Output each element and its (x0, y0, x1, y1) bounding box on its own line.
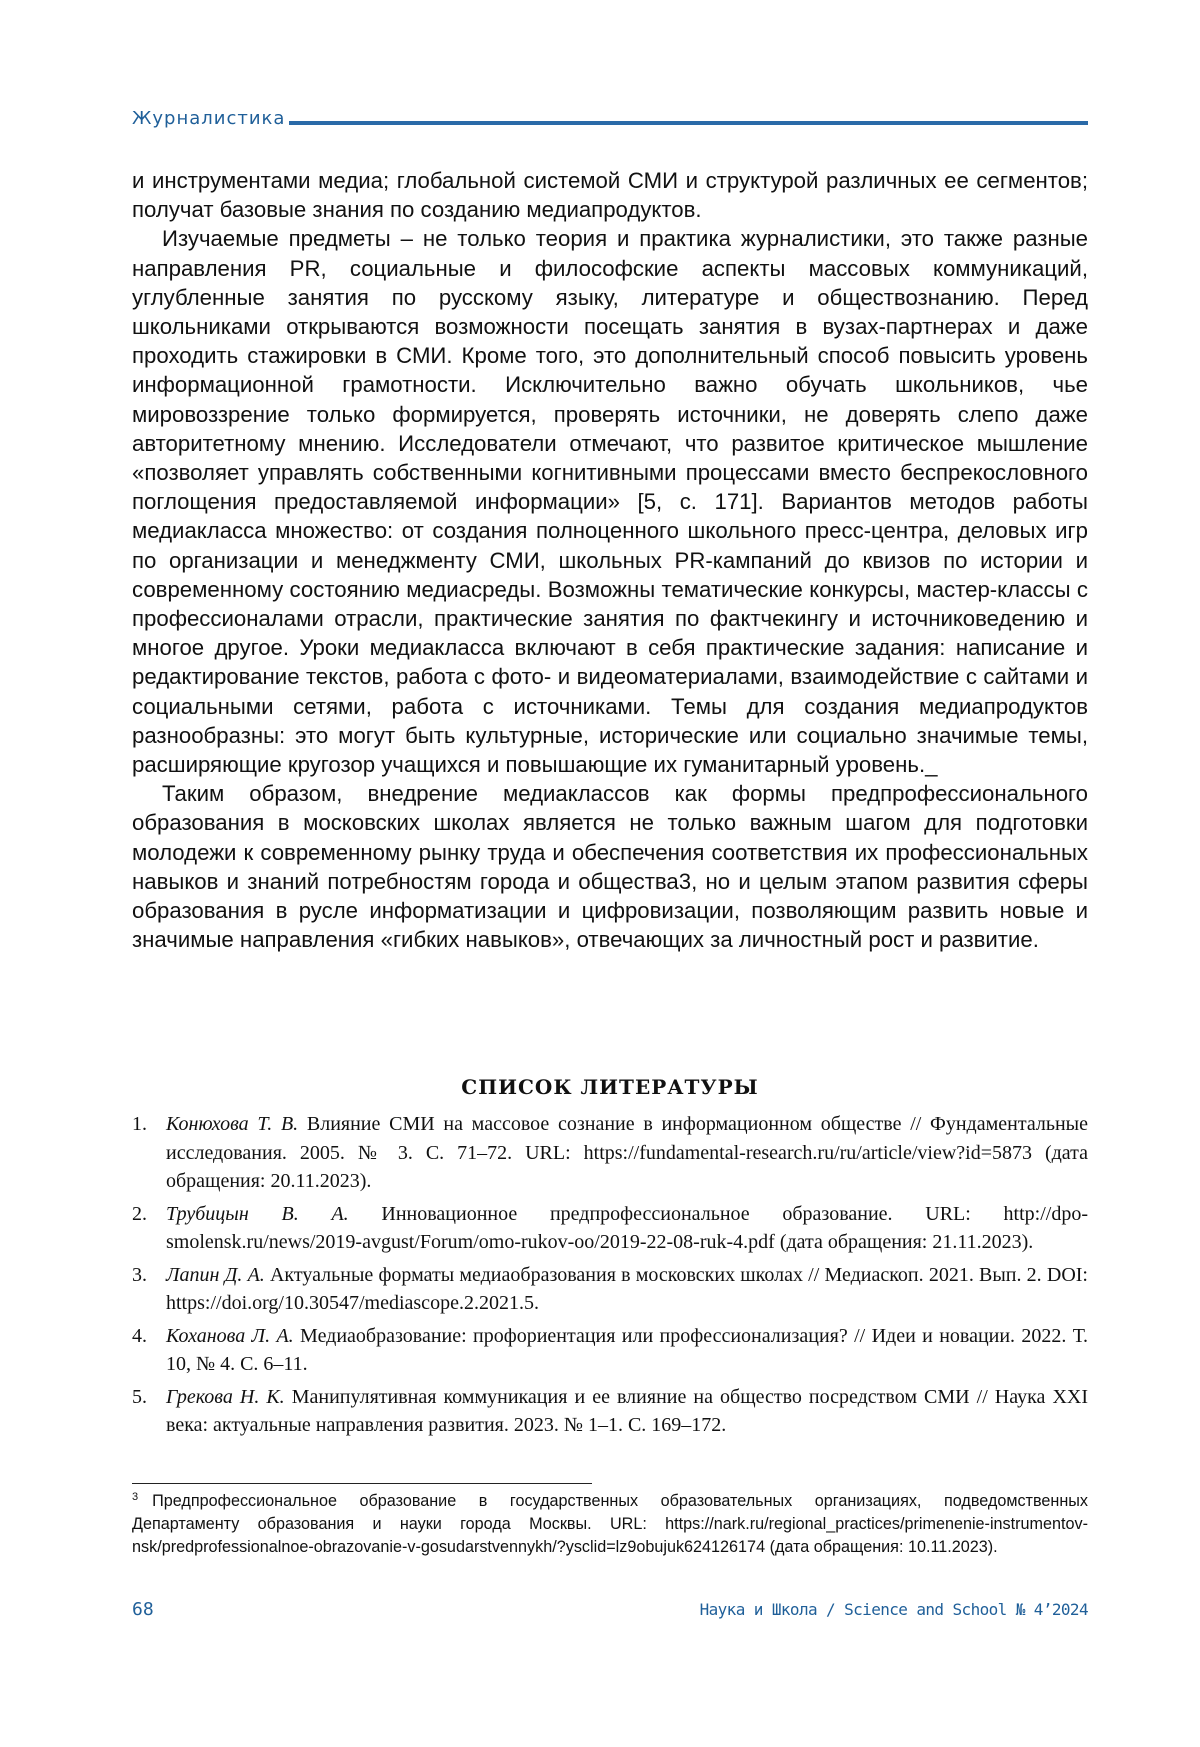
reference-text: Манипулятивная коммуникация и ее влияние на общество посредством СМИ // Наука XXI века: актуальные направления развития. 2023. № 1–1. С. 169–172. (166, 1385, 1088, 1436)
reference-number: 1. (132, 1113, 147, 1135)
reference-text: Актуальные форматы медиаобразования в московских школах // Медиаскоп. 2021. Вып. 2. DOI: https://doi.org/10.30547/mediascope.2.2021.5. (166, 1263, 1088, 1314)
reference-number: 5. (132, 1385, 147, 1408)
references-list (132, 1110, 1088, 1444)
reference-item (132, 1110, 1088, 1196)
reference-author: Грекова Н. К. (166, 1385, 285, 1408)
reference-item (132, 1261, 1088, 1318)
footnote-text: Предпрофессиональное образование в государственных образовательных организациях, подведомственных Департаменту образования и науки города Москвы. URL: https://nark.ru/regional_practices/primenenie-instrumentov-nsk/predprofessionalnoe-obrazovanie-v-gosudarstvennykh/?ysclid=lz9obujuk624126174 (дата обращения: 10.11.2023). (132, 1492, 1088, 1556)
reference-number: 3. (132, 1263, 147, 1286)
paragraph-1: и инструментами медиа; глобальной системой СМИ и структурой различных ее сегментов; получат базовые знания по созданию медиапродуктов. (132, 168, 1088, 223)
header-rule (289, 121, 1088, 125)
section-title: Журналистика (132, 108, 286, 129)
reference-number: 4. (132, 1324, 147, 1347)
reference-text: Влияние СМИ на массовое сознание в информационном обществе // Фундаментальные исследования. 2005. № 3. С. 71–72. URL: https://fundamental-research.ru/ru/article/view?id=5873 (дата обращения: 20.11.2023). (166, 1113, 1088, 1192)
reference-author: Лапин Д. А. (166, 1263, 265, 1286)
reference-text: Инновационное предпрофессиональное образование. URL: http://dpo-smolensk.ru/news/2019-avgust/Forum/omo-rukov-oo/2019-22-08-ruk-4.pdf (дата обращения: 21.11.2023). (166, 1202, 1089, 1253)
page-number: 68 (132, 1599, 154, 1620)
reference-author: Коханова Л. А. (166, 1324, 294, 1347)
references-title: СПИСОК ЛИТЕРАТУРЫ (461, 1075, 759, 1099)
footnote (132, 1490, 1088, 1559)
footnote-mark: 3 (132, 1490, 139, 1503)
reference-item (132, 1200, 1088, 1257)
running-header (132, 103, 1088, 129)
reference-number: 2. (132, 1202, 147, 1225)
footnote-rule (132, 1483, 592, 1484)
journal-name: Наука и Школа / Science and School № 4’2024 (699, 1600, 1088, 1619)
paragraph-3: Таким образом, внедрение медиаклассов как формы предпрофессионального образования в московских школах является не только важным шагом для подготовки молодежи к современному рынку труда и обеспечения соответствия их профессиональных навыков и знаний потребностям города и общества3, но и целым этапом развития сферы образования в русле информатизации и цифровизации, позволяющим развить новые и значимые направления «гибких навыков», отвечающих за личностный рост и развитие. (132, 781, 1088, 953)
reference-text: Медиаобразование: профориентация или профессионализация? // Идеи и новации. 2022. Т. 10, № 4. С. 6–11. (166, 1324, 1088, 1375)
reference-item (132, 1383, 1088, 1440)
reference-author: Конюхова Т. В. (166, 1113, 299, 1135)
paragraph-2: Изучаемые предметы – не только теория и практика журналистики, это также разные направления PR, социальные и философские аспекты массовых коммуникаций, углубленные занятия по русскому языку, литературе и обществознанию. Перед школьниками открываются возможности посещать занятия в вузах-партнерах и даже проходить стажировки в СМИ. Кроме того, это дополнительный способ повысить уровень информационной грамотности. Исключительно важно обучать школьников, чье мировоззрение только формируется, проверять источники, не доверять слепо даже авторитетному мнению. Исследователи отмечают, что развитое критическое мышление «позволяет управлять собственными когнитивными процессами вместо беспрекословного поглощения предоставляемой информации» [5, с. 171]. Вариантов методов работы медиакласса множество: от создания полноценного школьного пресс-центра, деловых игр по организации и менеджменту СМИ, школьных PR-кампаний до квизов по истории и современному состоянию медиасреды. Возможны тематические конкурсы, мастер-классы с профессионалами отрасли, практические занятия по фактчекингу и источниковедению и многое другое. Уроки медиакласса включают в себя практические задания: написание и редактирование текстов, работа с фото- и видеоматериалами, взаимодействие с сайтами и социальными сетями, работа с источниками. Темы для создания медиапродуктов разнообразны: это могут быть культурные, исторические или социально значимые темы, расширяющие кругозор учащихся и повышающие их гуманитарный уровень._ (132, 226, 1088, 778)
reference-item (132, 1322, 1088, 1379)
reference-author: Трубицын В. А. (166, 1202, 349, 1225)
main-text (132, 166, 1088, 954)
